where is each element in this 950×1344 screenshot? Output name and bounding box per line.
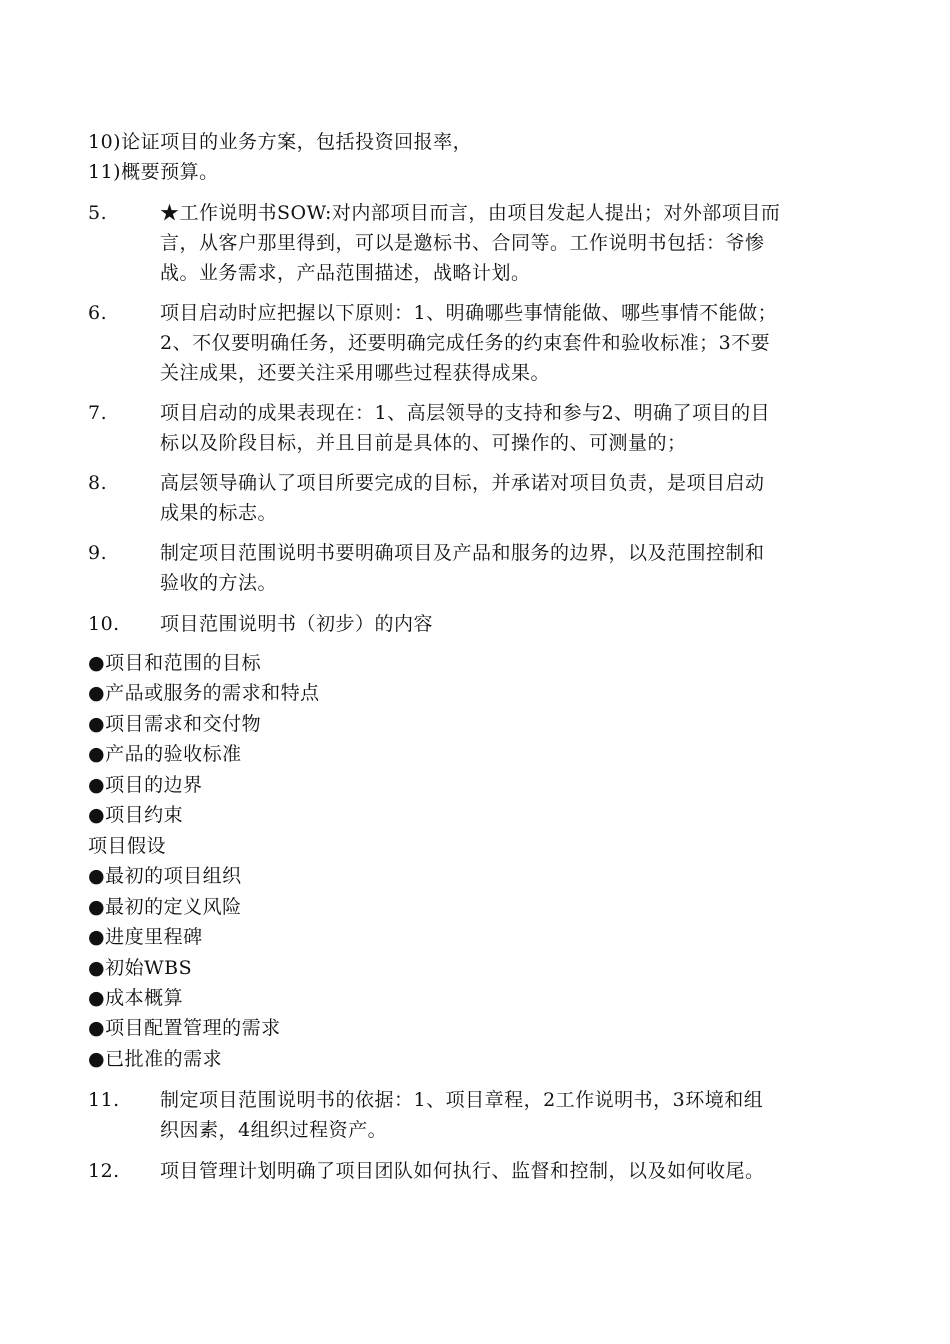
text-line: 11)概要预算。 [88,161,219,183]
item-number: 11. [88,1089,120,1111]
bullet-item: ●产品或服务的需求和特点 [88,682,320,704]
item-text-line: 项目范围说明书（初步）的内容 [160,613,434,635]
bullet-item: ●产品的验收标准 [88,743,242,765]
item-text [160,609,860,639]
item-text [160,398,860,458]
item-text-line: 制定项目范围说明书的依据：1、项目章程，2工作说明书，3环境和组 [160,1089,764,1111]
item-text [160,1156,860,1186]
bullet-item: ●已批准的需求 [88,1048,223,1070]
item-text-line: 验收的方法。 [160,572,278,594]
item-text-line: 高层领导确认了项目所要完成的目标，并承诺对项目负责，是项目启动 [160,472,765,494]
item-text-line: 制定项目范围说明书要明确项目及产品和服务的边界，以及范围控制和 [160,542,765,564]
bullet-item: ●初始WBS [88,957,193,979]
item-text-line: 项目启动的成果表现在：1、高层领导的支持和参与2、明确了项目的目 [160,402,771,424]
item-text-line: ★工作说明书SOW:对内部项目而言，由项目发起人提出；对外部项目而 [160,202,781,224]
item-text-line: 战。业务需求，产品范围描述，战略计划。 [160,262,531,284]
item-number: 8. [88,472,108,494]
item-text-line: 言，从客户那里得到，可以是邀标书、合同等。工作说明书包括：爷惨 [160,232,765,254]
item-text [160,1085,860,1145]
bullet-item: ●项目约束 [88,804,184,826]
item-text [160,538,860,598]
text-line: 10)论证项目的业务方案，包括投资回报率， [88,131,473,153]
item-number: 12. [88,1160,120,1182]
bullet-item: ●最初的项目组织 [88,865,242,887]
item-text-line: 标以及阶段目标，并且目前是具体的、可操作的、可测量的； [160,432,687,454]
bullet-item: ●项目配置管理的需求 [88,1017,281,1039]
item-text-line: 2、不仅要明确任务，还要明确完成任务的约束套件和验收标准；3不要 [160,332,771,354]
item-text [160,298,860,388]
item-number: 6. [88,302,108,324]
plain-line: 项目假设 [88,835,167,857]
bullet-item: ●进度里程碑 [88,926,203,948]
item-text-line: 织因素，4组织过程资产。 [160,1119,388,1141]
item-text [160,468,860,528]
item-text [160,198,860,288]
item-text-line: 成果的标志。 [160,502,278,524]
bullet-item: ●成本概算 [88,987,184,1009]
item-number: 9. [88,542,108,564]
item-number: 10. [88,613,120,635]
bullet-item: ●项目需求和交付物 [88,713,262,735]
item-text-line: 项目管理计划明确了项目团队如何执行、监督和控制，以及如何收尾。 [160,1160,765,1182]
bullet-item: ●最初的定义风险 [88,896,242,918]
bullet-item: ●项目和范围的目标 [88,652,262,674]
item-number: 5. [88,202,108,224]
item-text-line: 项目启动时应把握以下原则：1、明确哪些事情能做、哪些事情不能做； [160,302,778,324]
bullet-item: ●项目的边界 [88,774,203,796]
item-number: 7. [88,402,108,424]
item-text-line: 关注成果，还要关注采用哪些过程获得成果。 [160,362,551,384]
